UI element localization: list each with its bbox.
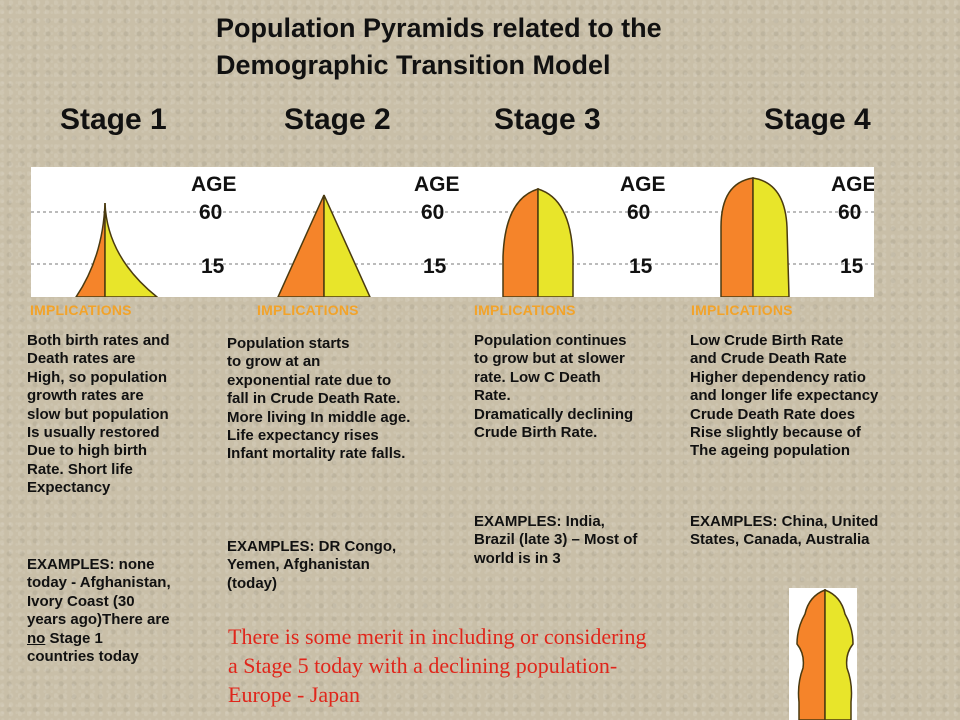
age-label: AGE (414, 173, 460, 196)
title-line-2: Demographic Transition Model (216, 50, 611, 80)
text-line: EXAMPLES: none (27, 556, 155, 573)
stage-3-label: Stage 3 (494, 103, 601, 136)
age-15-label: 15 (840, 255, 864, 278)
text-line: Rise slightly because of (690, 424, 861, 442)
pyramid-stage-3 (503, 189, 573, 297)
stage-4-male (721, 178, 753, 297)
text-line: slow but population (27, 405, 169, 423)
text-line: The ageing population (690, 442, 850, 460)
age-15-label: 15 (201, 255, 225, 278)
stage-3-female (538, 189, 573, 297)
text-line: Population starts (227, 335, 350, 352)
stage-2-description (227, 335, 410, 464)
age-labels-stage-4 (831, 173, 874, 278)
text-line: and Crude Death Rate (690, 350, 847, 368)
text-line: Crude Birth Rate. (474, 424, 598, 442)
text-line: Death rates are (27, 350, 136, 368)
text-line: Expectancy (27, 479, 111, 497)
stage-4-examples (690, 513, 878, 550)
age-60-label: 60 (421, 201, 445, 224)
pyramid-stage-1 (76, 203, 157, 297)
text-line: today - Afghanistan, (27, 574, 171, 592)
stage-5-male (797, 590, 825, 720)
age-label: AGE (831, 173, 874, 196)
text-line: Both birth rates and (27, 332, 170, 349)
text-line: Ivory Coast (30 (27, 592, 135, 610)
text-line (27, 630, 171, 648)
stage-1-female (105, 203, 157, 297)
pyramid-stage-4 (721, 178, 789, 297)
text-line: rate. Low C Death (474, 368, 601, 386)
text-line: to grow but at slower (474, 350, 625, 368)
text-fragment: Stage 1 (45, 629, 103, 647)
implications-label-2: IMPLICATIONS (257, 302, 359, 318)
stage-5-female (825, 590, 853, 720)
stage-3-examples (474, 513, 637, 568)
text-line: EXAMPLES: DR Congo, (227, 538, 397, 555)
pyramid-stage-2 (278, 195, 370, 297)
stage-1-description (27, 332, 170, 498)
stage-1-label: Stage 1 (60, 103, 167, 136)
stage-4-label: Stage 4 (764, 103, 871, 136)
text-line: Low Crude Birth Rate (690, 332, 844, 349)
text-line: fall in Crude Death Rate. (227, 390, 401, 408)
text-line: Yemen, Afghanistan (227, 556, 370, 574)
text-line: Higher dependency ratio (690, 368, 866, 386)
stage-3-male (503, 189, 538, 297)
stage-2-female (324, 195, 370, 297)
no-emphasis: no (27, 629, 46, 647)
age-15-label: 15 (423, 255, 447, 278)
implications-label-3: IMPLICATIONS (474, 302, 576, 318)
text-line: Rate. Short life (27, 460, 133, 478)
age-labels-stage-1 (191, 173, 237, 278)
age-60-label: 60 (838, 201, 862, 224)
stage-4-female (753, 178, 789, 297)
stage-5-pyramid (789, 588, 857, 720)
implications-label-1: IMPLICATIONS (30, 302, 132, 318)
pyramid-panel (31, 167, 874, 297)
text-line: Dramatically declining (474, 405, 634, 423)
text-line: EXAMPLES: India, (474, 513, 605, 530)
text-line: Europe - Japan (228, 682, 360, 707)
text-line: world is in 3 (474, 549, 561, 567)
age-60-label: 60 (627, 201, 651, 224)
pyramid-diagram (31, 167, 874, 297)
stage-4-description (690, 332, 878, 461)
text-line: Crude Death Rate does (690, 405, 856, 423)
text-line: Due to high birth (27, 442, 147, 460)
implications-label-4: IMPLICATIONS (691, 302, 793, 318)
text-line: Rate. (474, 387, 511, 405)
stage-5-pyramid-panel (789, 588, 857, 720)
text-line: to grow at an (227, 353, 321, 371)
stage-1-examples (27, 556, 171, 666)
text-line: High, so population (27, 368, 167, 386)
text-line: (today) (227, 574, 277, 592)
title-line-1: Population Pyramids related to the (216, 13, 662, 43)
text-line: EXAMPLES: China, United (690, 513, 879, 530)
text-line: Is usually restored (27, 424, 160, 442)
age-labels-stage-2 (414, 173, 460, 278)
text-line: years ago)There are (27, 611, 170, 629)
age-label: AGE (620, 173, 666, 196)
text-line: States, Canada, Australia (690, 531, 870, 549)
text-line: There is some merit in including or considering (228, 624, 647, 649)
text-line: Infant mortality rate falls. (227, 445, 406, 463)
stage-2-label: Stage 2 (284, 103, 391, 136)
age-label: AGE (191, 173, 237, 196)
text-line: and longer life expectancy (690, 387, 879, 405)
text-line: a Stage 5 today with a declining population- (228, 653, 618, 678)
stage-2-examples (227, 538, 396, 593)
text-line: exponential rate due to (227, 371, 392, 389)
age-60-label: 60 (199, 201, 223, 224)
text-line: Life expectancy rises (227, 427, 379, 445)
text-line: Population continues (474, 332, 627, 349)
stage-3-description (474, 332, 633, 442)
text-line: countries today (27, 648, 139, 666)
text-line: More living In middle age. (227, 408, 411, 426)
text-line: Brazil (late 3) – Most of (474, 531, 638, 549)
stage-5-note (228, 622, 748, 709)
stage-2-male (278, 195, 324, 297)
age-labels-stage-3 (620, 173, 666, 278)
page-title (216, 10, 816, 84)
stage-1-male (76, 203, 105, 297)
text-line: growth rates are (27, 387, 144, 405)
age-15-label: 15 (629, 255, 653, 278)
